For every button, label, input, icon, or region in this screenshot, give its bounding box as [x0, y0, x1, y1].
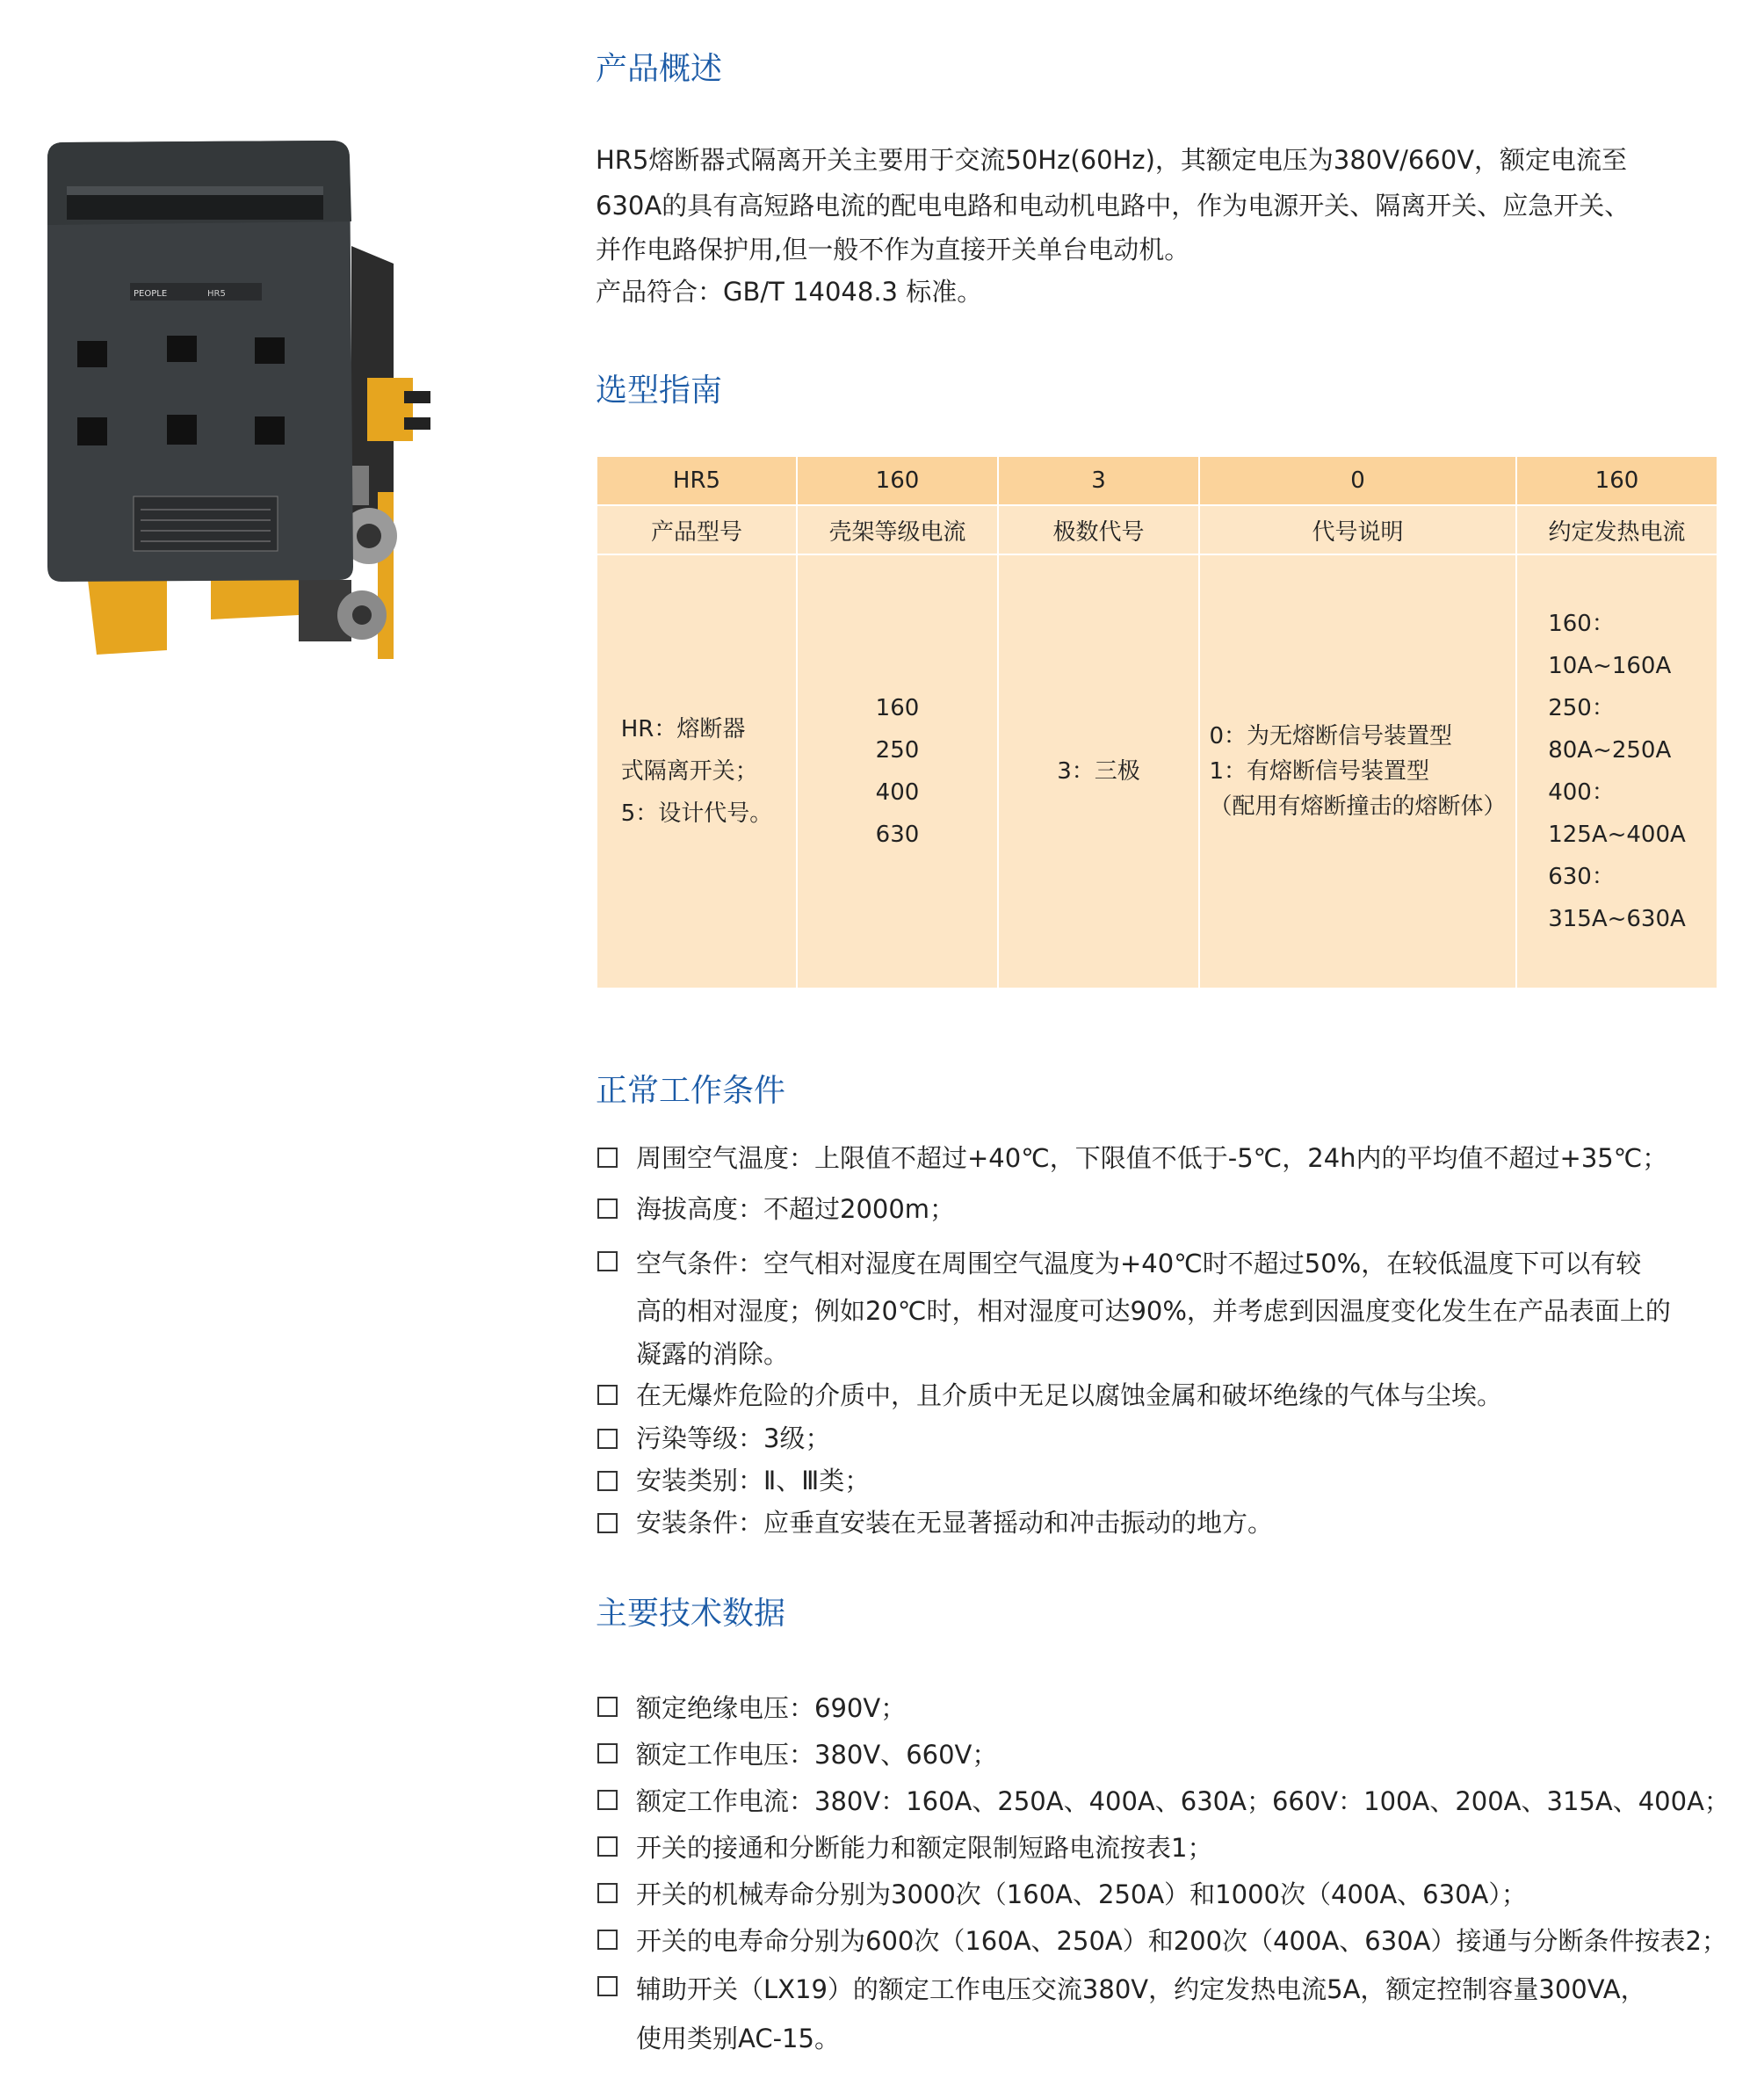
code-explanation-cell: [1199, 554, 1516, 988]
description-row: [597, 554, 1717, 988]
selection-heading: 选型指南: [596, 373, 723, 409]
checkbox-icon: [597, 1471, 618, 1491]
conditions-list: [596, 1136, 1671, 1544]
list-item-text: 周围空气温度：上限值不超过+40℃，下限值不低于-5℃，24h内的平均值不超过+35℃；: [636, 1143, 1668, 1173]
list-item: [596, 1965, 1730, 2063]
code-cell: 160: [797, 456, 998, 505]
list-item: [596, 1459, 1671, 1502]
label-cell: 产品型号: [597, 505, 797, 554]
cell-line: （配用有熔断撞击的熔断体）: [1209, 793, 1507, 820]
checkbox-icon: [597, 1883, 618, 1903]
checkbox-icon: [597, 1198, 618, 1219]
checkbox-icon: [597, 1429, 618, 1449]
thermal-current-cell: [1516, 554, 1717, 988]
list-item-text: 额定工作电压：380V、660V；: [636, 1740, 998, 1770]
list-item: [596, 1240, 1671, 1373]
cell-line: 250: [875, 737, 920, 764]
code-cell: HR5: [597, 456, 797, 505]
code-cell: 160: [1516, 456, 1717, 505]
cell-line: 250：: [1548, 695, 1615, 721]
cell-line: 0：为无熔断信号装置型: [1209, 723, 1453, 749]
technical-list: [596, 1685, 1730, 2063]
product-photo: [35, 123, 439, 668]
list-item-text: 安装类别：Ⅱ、Ⅲ类；: [636, 1466, 871, 1495]
list-item-text: 额定绝缘电压：690V；: [636, 1693, 907, 1723]
cell-line: 400: [875, 779, 920, 806]
cell-line: 10A~160A: [1548, 653, 1672, 679]
checkbox-icon: [597, 1790, 618, 1810]
overview-text: [596, 137, 1630, 313]
code-cell: 0: [1199, 456, 1516, 505]
checkbox-icon: [597, 1836, 618, 1857]
cell-line: 125A~400A: [1548, 822, 1686, 848]
list-item-text: 高的相对湿度；例如20℃时，相对湿度可达90%，并考虑到因温度变化发生在产品表面上的: [636, 1296, 1671, 1326]
checkbox-icon: [597, 1385, 618, 1405]
list-item-text: 辅助开关（LX19）的额定工作电压交流380V，约定发热电流5A，额定控制容量300VA，: [636, 1974, 1646, 2004]
overview-line: HR5熔断器式隔离开关主要用于交流50Hz(60Hz)，其额定电压为380V/660V，额定电流至: [596, 145, 1628, 175]
cell-line: 80A~250A: [1548, 737, 1672, 764]
list-item: [596, 1187, 1671, 1231]
conditions-heading: 正常工作条件: [596, 1073, 786, 1109]
cell-line: 3：三极: [1057, 758, 1140, 785]
checkbox-icon: [597, 1697, 618, 1717]
device-model-text: HR5: [207, 289, 226, 299]
cell-line: HR：熔断器: [620, 716, 746, 742]
label-cell: 约定发热电流: [1516, 505, 1717, 554]
overview-line: 630A的具有高短路电流的配电电路和电动机电路中，作为电源开关、隔离开关、应急开关、: [596, 191, 1630, 221]
cell-line: 315A~630A: [1548, 906, 1686, 932]
list-item-text: 开关的机械寿命分别为3000次（160A、250A）和1000次（400A、630A）；: [636, 1879, 1527, 1909]
overview-line: 并作电路保护用,但一般不作为直接开关单台电动机。: [596, 235, 1190, 264]
list-item-text: 凝露的消除。: [636, 1339, 790, 1369]
list-item: [596, 1685, 1730, 1732]
list-item-text: 污染等级：3级；: [636, 1423, 831, 1453]
cell-line: 1：有熔断信号装置型: [1209, 758, 1430, 785]
cell-line: 630：: [1548, 864, 1615, 890]
cell-line: 160: [875, 695, 920, 721]
frame-current-cell: [797, 554, 998, 988]
list-item: [596, 1872, 1730, 1918]
model-description-cell: [597, 554, 797, 988]
checkbox-icon: [597, 1930, 618, 1950]
code-row: [597, 456, 1717, 505]
checkbox-icon: [597, 1251, 618, 1271]
label-cell: 代号说明: [1199, 505, 1516, 554]
label-cell: 壳架等级电流: [797, 505, 998, 554]
list-item: [596, 1825, 1730, 1872]
label-cell: 极数代号: [998, 505, 1199, 554]
list-item-text: 开关的电寿命分别为600次（160A、250A）和200次（400A、630A）接通与分断条件按表2；: [636, 1926, 1727, 1956]
cell-line: 630: [875, 822, 920, 848]
overview-heading: 产品概述: [596, 51, 723, 87]
checkbox-icon: [597, 1148, 618, 1168]
list-item-text: 额定工作电流：380V：160A、250A、400A、630A；660V：100A、200A、315A、400A；: [636, 1786, 1730, 1816]
list-item: [596, 1136, 1671, 1180]
cell-line: 160：: [1548, 611, 1615, 637]
list-item-text: 安装条件：应垂直安装在无显著摇动和冲击振动的地方。: [636, 1508, 1274, 1538]
list-item-text: 使用类别AC-15。: [636, 2024, 840, 2053]
technical-heading: 主要技术数据: [596, 1596, 786, 1632]
list-item-text: 海拔高度：不超过2000m；: [636, 1194, 956, 1224]
list-item-text: 空气条件：空气相对湿度在周围空气温度为+40℃时不超过50%，在较低温度下可以有较: [636, 1249, 1642, 1278]
code-cell: 3: [998, 456, 1199, 505]
list-item: [596, 1502, 1671, 1544]
selection-table: [596, 455, 1718, 989]
checkbox-icon: [597, 1976, 618, 1996]
cell-line: 400：: [1548, 779, 1615, 806]
list-item: [596, 1778, 1730, 1825]
checkbox-icon: [597, 1513, 618, 1533]
list-item: [596, 1373, 1671, 1417]
list-item: [596, 1417, 1671, 1459]
label-row: [597, 505, 1717, 554]
cell-line: 式隔离开关；: [620, 758, 758, 785]
list-item: [596, 1918, 1730, 1965]
list-item-text: 开关的接通和分断能力和额定限制短路电流按表1；: [636, 1833, 1213, 1863]
overview-standard-line: 产品符合：GB/T 14048.3 标准。: [596, 277, 983, 307]
checkbox-icon: [597, 1743, 618, 1763]
device-brand-text: PEOPLE: [134, 289, 168, 299]
list-item: [596, 1732, 1730, 1778]
pole-code-cell: [998, 554, 1199, 988]
list-item-text: 在无爆炸危险的介质中，且介质中无足以腐蚀金属和破坏绝缘的气体与尘埃。: [636, 1380, 1503, 1410]
cell-line: 5：设计代号。: [620, 800, 773, 827]
